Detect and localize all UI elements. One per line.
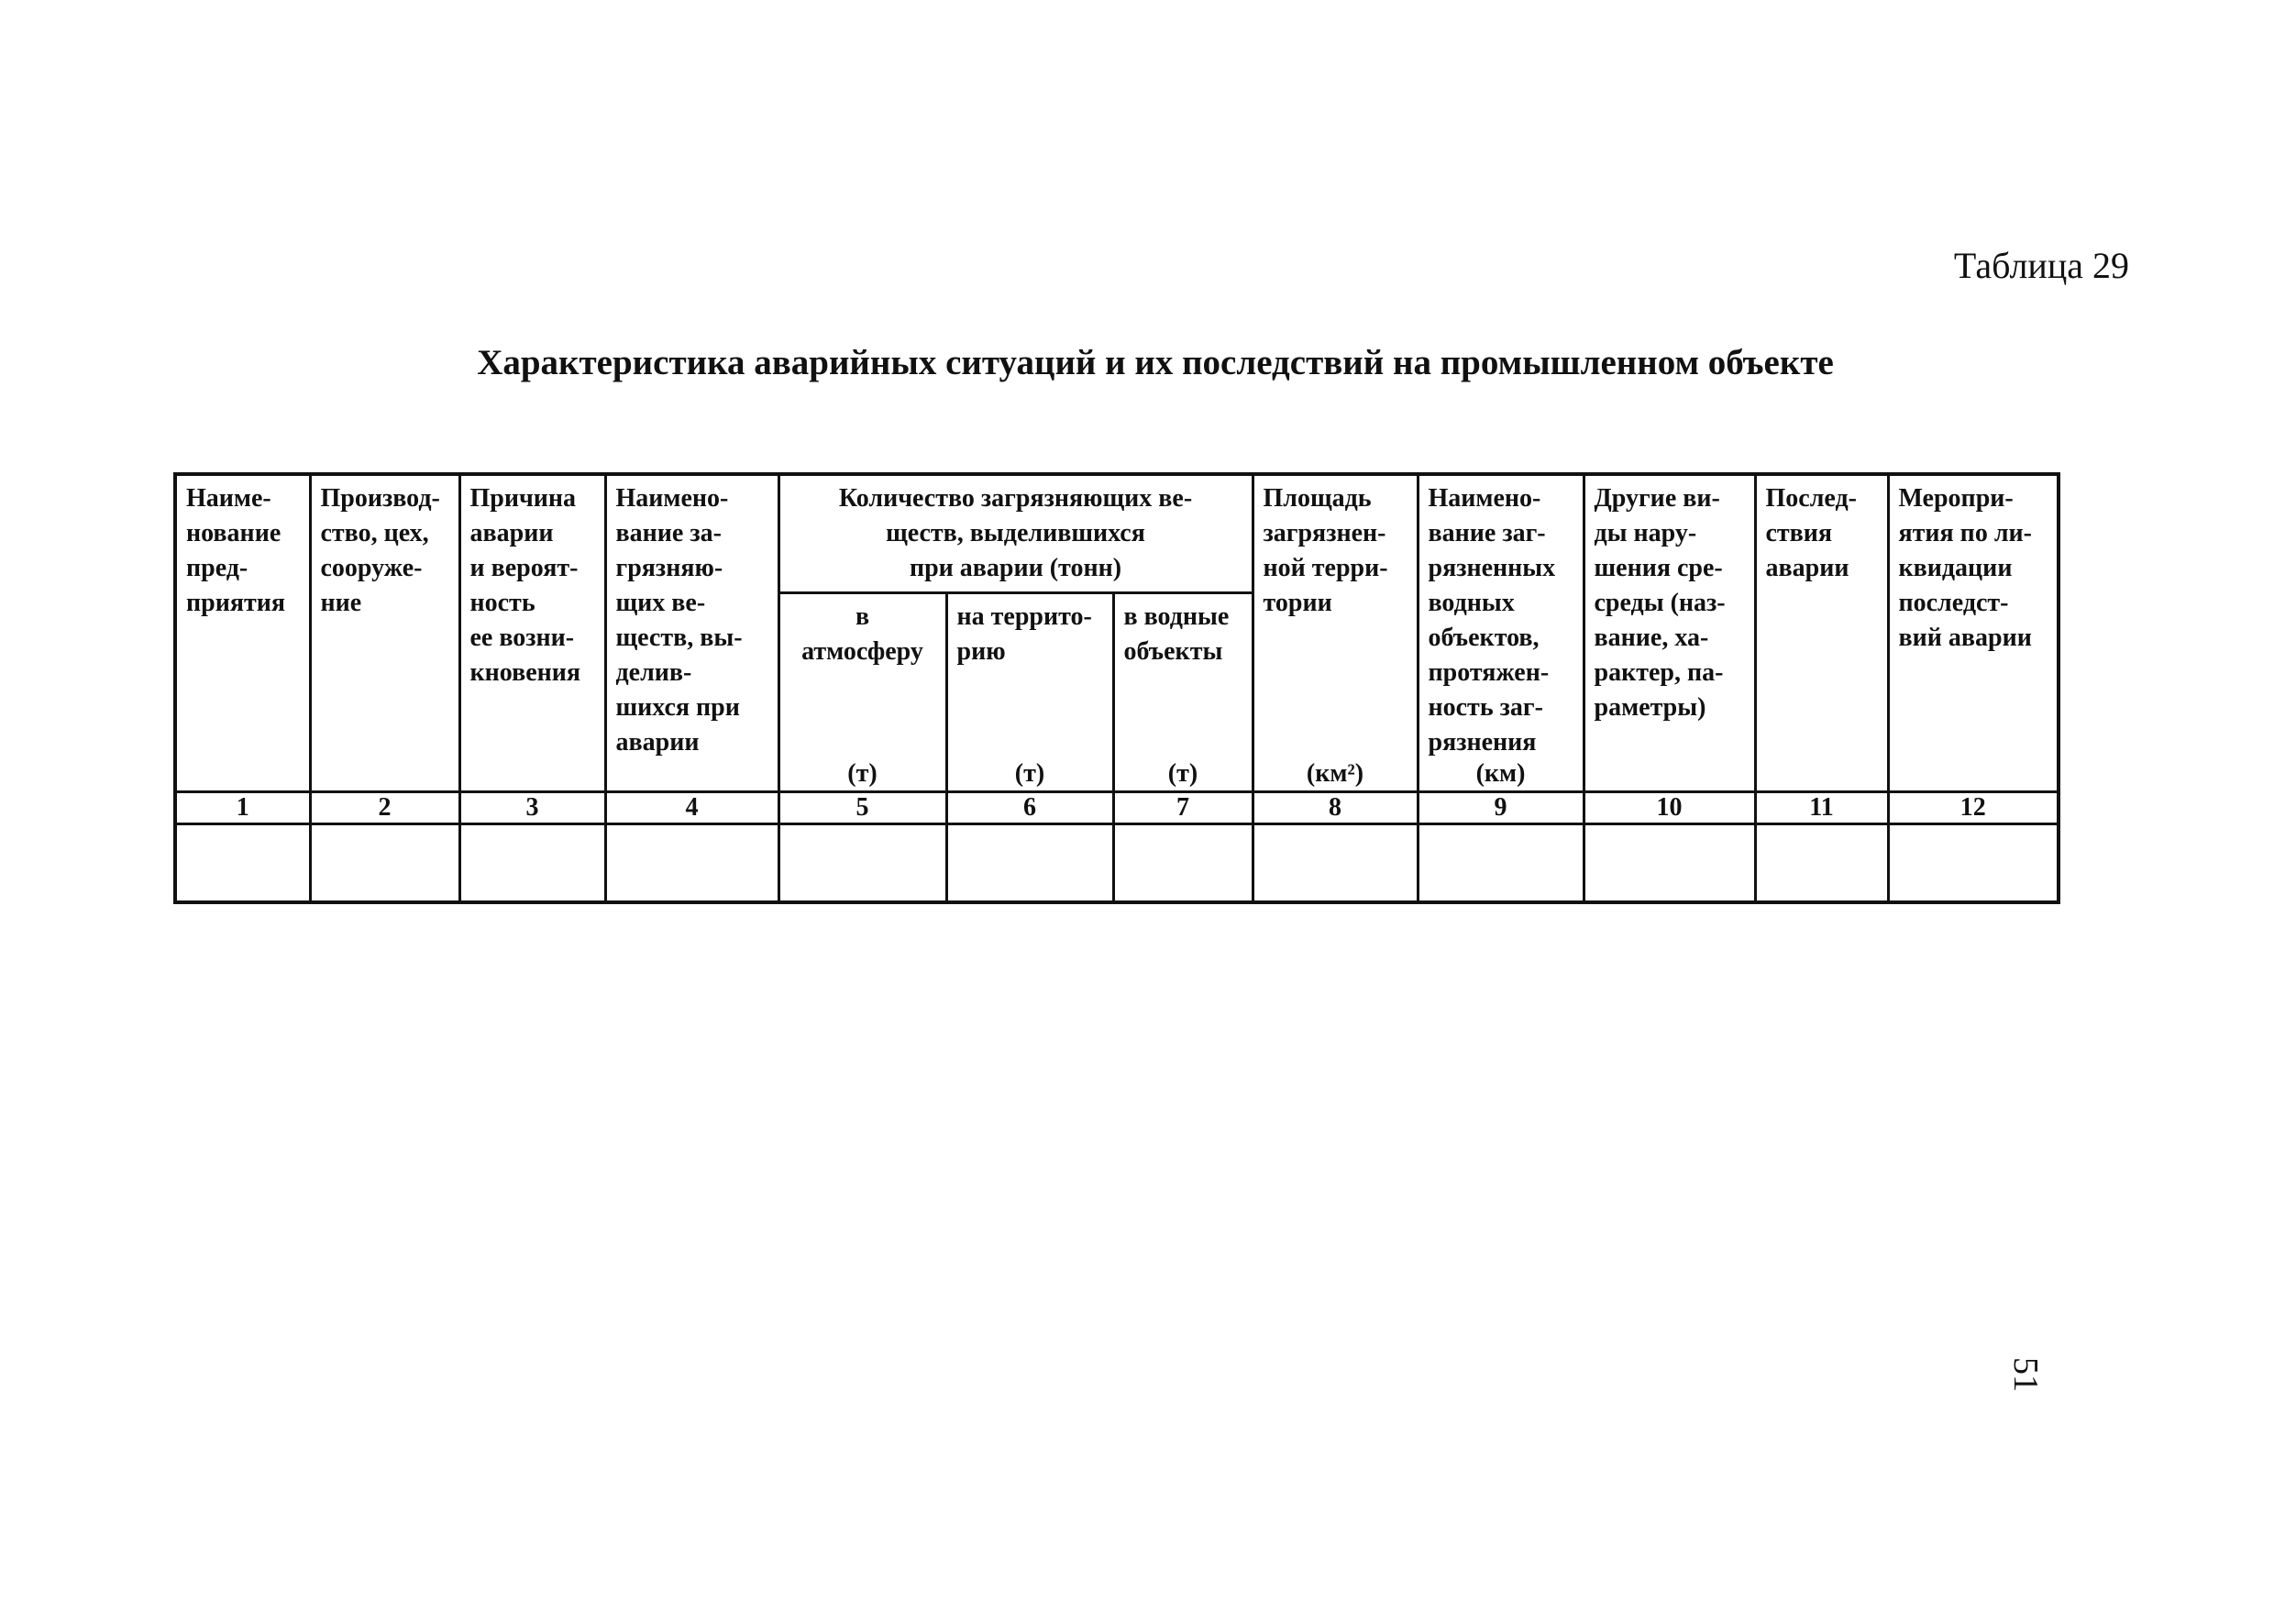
table-cell (310, 824, 459, 903)
header-polluted-area-label: Площадь загрязнен- ной терри- тории (1263, 484, 1388, 617)
table-cell (175, 824, 310, 903)
column-number: 12 (1888, 792, 2059, 824)
header-to-territory-unit: (т) (1014, 759, 1045, 788)
table-label: Таблица 29 (1953, 245, 2129, 286)
header-polluted-area-unit: (км²) (1306, 759, 1364, 788)
column-number: 10 (1584, 792, 1755, 824)
header-to-atmosphere (778, 593, 946, 792)
accident-characteristics-table (173, 472, 2060, 904)
header-accident-cause-label: Причина аварии и вероят- ность ее возни- кновения (469, 484, 581, 687)
header-to-water-bodies-unit: (т) (1167, 759, 1198, 788)
column-number: 9 (1418, 792, 1584, 824)
page-number: 51 (2006, 1357, 2045, 1392)
header-other-violations (1584, 474, 1755, 792)
table-cell (605, 824, 778, 903)
header-enterprise-name (175, 474, 310, 792)
column-number: 7 (1113, 792, 1253, 824)
column-number: 2 (310, 792, 459, 824)
column-number: 5 (778, 792, 946, 824)
column-number: 3 (459, 792, 605, 824)
header-accident-consequences-label: Послед- ствия аварии (1765, 484, 1857, 582)
header-polluted-water-bodies-label: Наимено- вание заг- рязненных водных объектов, протяжен- ность заг- рязнения (1428, 484, 1556, 757)
header-pollutant-names-label: Наимено- вание за- грязняю- щих ве- ществ, вы- делив- шихся при аварии (615, 484, 743, 757)
table-cell (1418, 824, 1584, 903)
header-pollutant-quantity-group-label: Количество загрязняющих ве- ществ, выделившихся при аварии (тонн) (838, 484, 1193, 582)
column-number: 1 (175, 792, 310, 824)
header-pollutant-quantity-group (778, 474, 1253, 593)
table-row (175, 824, 2059, 903)
header-accident-consequences (1755, 474, 1888, 792)
header-accident-cause (459, 474, 605, 792)
table-cell (1888, 824, 2059, 903)
table-cell (1584, 824, 1755, 903)
header-other-violations-label: Другие ви- ды нару- шения сре- среды (наз- вание, ха- рактер, па- раметры) (1594, 484, 1726, 722)
column-number: 4 (605, 792, 778, 824)
header-liquidation-measures (1888, 474, 2059, 792)
column-number: 8 (1253, 792, 1418, 824)
header-to-territory (946, 593, 1113, 792)
table-cell (1113, 824, 1253, 903)
header-polluted-water-bodies (1418, 474, 1584, 792)
header-production-facility (310, 474, 459, 792)
table-cell (1253, 824, 1418, 903)
header-liquidation-measures-label: Меропри- ятия по ли- квидации последст- вий аварии (1898, 484, 2032, 652)
header-to-territory-label: на террито- рию (956, 602, 1092, 666)
header-polluted-area (1253, 474, 1418, 792)
table-cell (459, 824, 605, 903)
header-polluted-water-bodies-unit: (км) (1475, 759, 1526, 788)
table-cell (1755, 824, 1888, 903)
table-cell (778, 824, 946, 903)
document-title: Характеристика аварийных ситуаций и их последствий на промышленном объекте (477, 343, 1834, 382)
column-number: 11 (1755, 792, 1888, 824)
header-enterprise-name-label: Наиме- нование пред- приятия (186, 484, 286, 617)
header-pollutant-names (605, 474, 778, 792)
column-number: 6 (946, 792, 1113, 824)
header-to-atmosphere-unit: (т) (847, 759, 878, 788)
header-to-atmosphere-label: в атмосферу (801, 602, 923, 666)
column-number-row (175, 792, 2059, 824)
header-row-main (175, 474, 2059, 593)
header-to-water-bodies-label: в водные объекты (1123, 602, 1230, 666)
header-production-facility-label: Производ- ство, цех, сооруже- ние (320, 484, 440, 617)
header-to-water-bodies (1113, 593, 1253, 792)
table-cell (946, 824, 1113, 903)
